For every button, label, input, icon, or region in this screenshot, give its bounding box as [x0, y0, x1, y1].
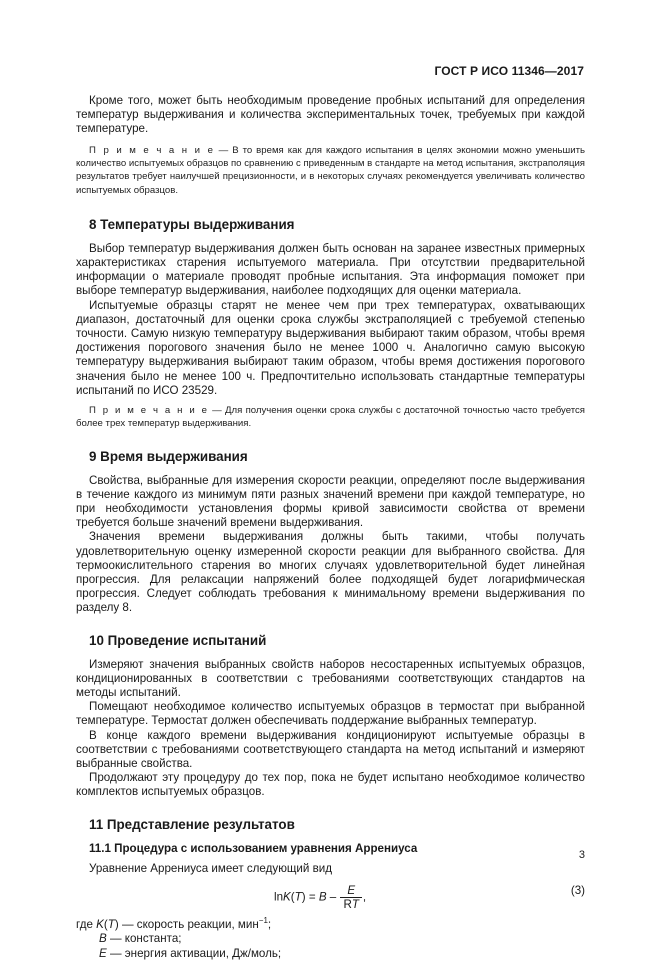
arrhenius-equation: lnK(T) = B – $\frac{E}{RT}$ , [274, 883, 367, 911]
eq-comma: , [362, 890, 367, 904]
section-9-paragraph-1: Свойства, выбранные для измерения скорости реакции, определяют после выдерживания в течение каждого из минимум пяти разных значений времени при каждой температуре, но при необходимости установления формы кривой зависимости свойства от времени требуется больше значений времени выдерживания. [76, 473, 585, 530]
definition-e: E — энергия активации, Дж/моль; [99, 946, 282, 960]
page-number: 3 [578, 849, 585, 861]
section-9-title: 9 Время выдерживания [89, 448, 248, 464]
equation-intro: Уравнение Аррениуса имеет следующий вид [89, 861, 332, 875]
note-text: — Для получения оценки срока службы с достаточной точностью часто требуется более трех температур выдерживания. [76, 405, 585, 430]
section-10-paragraph-2: Помещают необходимое количество испытуемых образцов в термостат при выбранной температуре. Термостат должен обеспечивать поддержание выбранных температур. [76, 700, 585, 728]
page-content [76, 94, 585, 961]
subsection-11-1-title: 11.1 Процедура с использованием уравнения Аррениуса [89, 841, 418, 855]
eq-fraction [340, 884, 361, 911]
section-9-paragraph-2: Значения времени выдерживания должны быть такими, чтобы получать удовлетворительную оценку измеренной скорости реакции для выбранного свойства. Для термоокислительного старения во многих случаях удовлетворительной будет линейная прогрессия. Для релаксации напряжений более подходящей будет логарифмическая прогрессия. Следует соблюдать требования к минимальному времени выдерживания по разделу 8. [76, 530, 585, 615]
section-8-paragraph-1: Выбор температур выдерживания должен быть основан на заранее известных примерных характеристиках старения испытуемого материала. При отсутствии предварительной информации о материале проводят пробные испытания. Эта информация поможет при выборе температур выдерживания, наиболее подходящих для оценки материала. [76, 241, 585, 298]
intro-note [76, 144, 585, 197]
standard-header: ГОСТ Р ИСО 11346—2017 [434, 64, 584, 78]
eq-numerator: E [340, 884, 361, 898]
section-10-paragraph-1: Измеряют значения выбранных свойств наборов несостаренных испытуемых образцов, кондиционированных в соответствии с требованиями соответствующих стандартов на методы испытаний. [76, 657, 585, 700]
eq-minus: – [326, 890, 340, 904]
eq-equals: = [305, 890, 319, 904]
section-11-title: 11 Представление результатов [89, 816, 295, 832]
equation-block [76, 876, 585, 914]
definition-b: B — константа; [99, 932, 182, 946]
section-8-paragraph-2: Испытуемые образцы старят не менее чем при трех температурах, охватывающих диапазон, достаточный для оценки срока службы экстраполяцией с требуемой степенью точности. Самую низкую температуру выдерживания выбирают таким образом, чтобы время достижения порогового значения было не менее 1000 ч. Аналогично самую высокую температуру выдерживания выбирают таким образом, чтобы время достижения порогового значения было не менее 100 ч. Предпочтительно использовать стандартные температуры испытаний по ИСО 23529. [76, 298, 585, 397]
section-8-note [76, 404, 585, 431]
eq-k: K [283, 890, 291, 904]
note-label: П р и м е ч а н и е [89, 405, 209, 417]
section-8-title: 8 Температуры выдерживания [89, 216, 295, 232]
note-label: П р и м е ч а н и е [89, 144, 215, 156]
section-10-title: 10 Проведение испытаний [89, 632, 267, 648]
variable-definitions [76, 914, 585, 961]
intro-paragraph: Кроме того, может быть необходимым проведение пробных испытаний для определения температур выдерживания и количества экспериментальных точек, требуемых при каждой температуре. [76, 94, 585, 136]
eq-ln: ln [274, 890, 284, 904]
eq-t: T [294, 890, 302, 904]
eq-b: B [318, 890, 327, 904]
note-text: — В то время как для каждого испытания в целях экономии можно уменьшить количество испытуемых образцов по сравнению с приведенным в стандарте на метод испытания, экстраполяция результатов требует наилучшей прецизионности, и в некоторых случаях рекомендуется увеличивать количество испытуемых образцов. [76, 144, 585, 196]
definition-k: где K(T) — скорость реакции, мин$^{-1}$; [76, 915, 272, 931]
equation-number: (3) [570, 883, 585, 897]
eq-denominator: RT [343, 897, 359, 911]
section-10-paragraph-4: Продолжают эту процедуру до тех пор, пока не будет испытано необходимое количество комплектов испытуемых образцов. [76, 771, 585, 799]
section-10-paragraph-3: В конце каждого времени выдерживания кондиционируют испытуемые образцы в соответствии с требованиями соответствующего стандарта на метод испытаний и измеряют выбранные свойства. [76, 728, 585, 771]
